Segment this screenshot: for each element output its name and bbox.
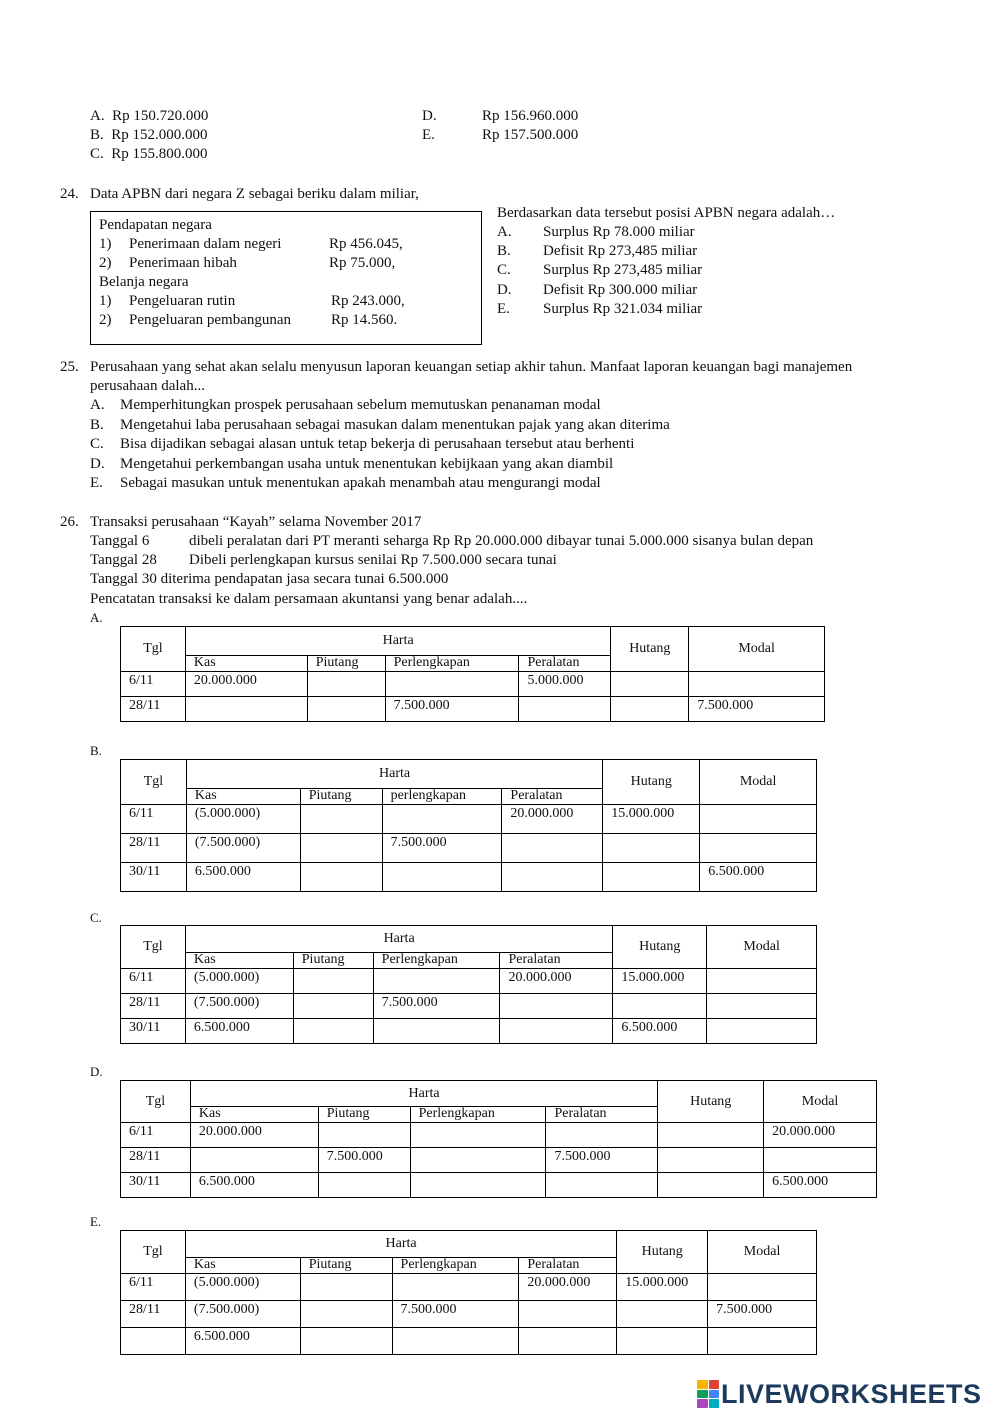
q24-number: 24. <box>60 186 79 202</box>
table-row: 28/11 (7.500.000) 7.500.000 7.500.000 <box>121 1301 817 1328</box>
header-piutang: Piutang <box>318 1107 410 1123</box>
q26-option-a-label[interactable]: A. <box>90 610 103 625</box>
q26-question: Pencatatan transaksi ke dalam persamaan akuntansi yang benar adalah.... <box>90 591 528 607</box>
q24-option-a[interactable]: A. Surplus Rp 78.000 miliar <box>497 224 695 240</box>
logo-tile <box>697 1390 708 1399</box>
header-modal: Modal <box>707 926 817 969</box>
logo-tile <box>709 1380 720 1389</box>
q26-table-c <box>120 925 817 1044</box>
table-row: 6/11 20.000.000 20.000.000 <box>121 1123 877 1148</box>
q25-option-c[interactable]: C. Bisa dijadikan sebagai alasan untuk tetap bekerja di perusahaan tersebut atau berhenti <box>90 436 635 452</box>
q24-question: Berdasarkan data tersebut posisi APBN negara adalah… <box>497 205 836 221</box>
apbn-data-box <box>90 211 482 345</box>
header-tgl: Tgl <box>121 1231 186 1274</box>
header-modal: Modal <box>689 627 825 672</box>
header-tgl: Tgl <box>121 1081 191 1123</box>
header-perlengkapan: Perlengkapan <box>373 953 500 969</box>
logo-tile <box>697 1380 708 1389</box>
q24-option-e[interactable]: E. Surplus Rp 321.034 miliar <box>497 301 703 317</box>
header-modal: Modal <box>764 1081 877 1123</box>
q26-stem: Transaksi perusahaan “Kayah” selama November 2017 <box>90 514 422 530</box>
q25-option-d[interactable]: D. Mengetahui perkembangan usaha untuk menentukan kebijkaan yang akan diambil <box>90 456 614 472</box>
q25-stem-line1: Perusahaan yang sehat akan selalu menyusun laporan keuangan setiap akhir tahun. Manfaat laporan keuangan bagi manajemen <box>90 359 853 375</box>
header-peralatan: Peralatan <box>519 656 611 672</box>
q23-option-e[interactable]: E. Rp 157.500.000 <box>422 127 579 143</box>
liveworksheets-logo-text: LIVEWORKSHEETS <box>721 1378 982 1409</box>
table-row: 28/11 (7.500.000) 7.500.000 <box>121 834 817 863</box>
header-tgl: Tgl <box>121 926 186 969</box>
header-peralatan: Peralatan <box>546 1107 658 1123</box>
header-tgl: Tgl <box>121 760 187 805</box>
header-piutang: Piutang <box>293 953 373 969</box>
q23-option-b[interactable]: B. Rp 152.000.000 <box>90 127 208 143</box>
expense-item-1: 1) Pengeluaran rutin Rp 243.000, <box>99 293 405 309</box>
header-perlengkapan: Perlengkapan <box>410 1107 546 1123</box>
logo-tile <box>697 1399 708 1408</box>
header-kas: Kas <box>185 953 293 969</box>
header-peralatan: Peralatan <box>519 1258 617 1274</box>
header-perlengkapan: Perlengkapan <box>392 1258 519 1274</box>
header-harta: Harta <box>185 926 612 953</box>
header-harta: Harta <box>186 760 602 789</box>
q24-option-b[interactable]: B. Defisit Rp 273,485 miliar <box>497 243 698 259</box>
table-row: 30/11 6.500.000 6.500.000 <box>121 1019 817 1044</box>
table-row: 28/11 7.500.000 7.500.000 <box>121 697 825 722</box>
header-perlengkapan: perlengkapan <box>382 789 502 805</box>
header-harta: Harta <box>185 627 610 656</box>
table-row: 6/11 (5.000.000) 20.000.000 15.000.000 <box>121 969 817 994</box>
table-row: 30/11 6.500.000 6.500.000 <box>121 1173 877 1198</box>
header-kas: Kas <box>185 1258 300 1274</box>
q26-transaction-30: Tanggal 30 diterima pendapatan jasa secara tunai 6.500.000 <box>90 571 449 587</box>
q26-table-d <box>120 1080 877 1198</box>
logo-tile <box>709 1390 720 1399</box>
q25-option-e[interactable]: E. Sebagai masukan untuk menentukan apakah menambah atau mengurangi modal <box>90 475 601 491</box>
q23-option-d[interactable]: D. Rp 156.960.000 <box>422 108 579 124</box>
q25-number: 25. <box>60 359 79 375</box>
q25-stem-line2: perusahaan dalah... <box>90 378 205 394</box>
table-row: 28/11 7.500.000 7.500.000 <box>121 1148 877 1173</box>
table-row: 6.500.000 <box>121 1328 817 1355</box>
header-modal: Modal <box>708 1231 817 1274</box>
q24-option-d[interactable]: D. Defisit Rp 300.000 miliar <box>497 282 698 298</box>
header-hutang: Hutang <box>611 627 689 672</box>
header-kas: Kas <box>185 656 307 672</box>
q25-option-b[interactable]: B. Mengetahui laba perusahaan sebagai masukan dalam menentukan pajak yang akan diterima <box>90 417 670 433</box>
q23-option-a[interactable]: A. Rp 150.720.000 <box>90 108 209 124</box>
q26-option-b-label[interactable]: B. <box>90 743 102 758</box>
header-perlengkapan: Perlengkapan <box>385 656 519 672</box>
income-item-1: 1) Penerimaan dalam negeri Rp 456.045, <box>99 236 403 252</box>
header-piutang: Piutang <box>300 789 382 805</box>
q23-option-c[interactable]: C. Rp 155.800.000 <box>90 146 208 162</box>
logo-tile <box>709 1399 720 1408</box>
income-title: Pendapatan negara <box>99 217 212 233</box>
q26-option-c-label[interactable]: C. <box>90 910 102 925</box>
header-hutang: Hutang <box>603 760 700 805</box>
header-kas: Kas <box>186 789 300 805</box>
table-row: 30/11 6.500.000 6.500.000 <box>121 863 817 892</box>
expense-title: Belanja negara <box>99 274 189 290</box>
expense-item-2: 2) Pengeluaran pembangunan Rp 14.560. <box>99 312 398 328</box>
q26-table-e <box>120 1230 817 1355</box>
header-hutang: Hutang <box>658 1081 764 1123</box>
q26-table-a <box>120 626 825 722</box>
table-row: 6/11 (5.000.000) 20.000.000 15.000.000 <box>121 805 817 834</box>
income-item-2: 2) Penerimaan hibah Rp 75.000, <box>99 255 396 271</box>
q26-option-d-label[interactable]: D. <box>90 1064 103 1079</box>
table-row: 6/11 20.000.000 5.000.000 <box>121 672 825 697</box>
liveworksheets-logo[interactable] <box>697 1377 982 1411</box>
q26-transaction-28: Tanggal 28 Dibeli perlengkapan kursus senilai Rp 7.500.000 secara tunai <box>90 552 557 568</box>
header-harta: Harta <box>190 1081 657 1107</box>
liveworksheets-logo-icon <box>697 1380 719 1408</box>
header-peralatan: Peralatan <box>500 953 613 969</box>
table-row: 6/11 (5.000.000) 20.000.000 15.000.000 <box>121 1274 817 1301</box>
header-piutang: Piutang <box>307 656 385 672</box>
header-kas: Kas <box>190 1107 318 1123</box>
q26-table-b <box>120 759 817 892</box>
q25-option-a[interactable]: A. Memperhitungkan prospek perusahaan sebelum memutuskan penanaman modal <box>90 397 601 413</box>
header-peralatan: Peralatan <box>502 789 603 805</box>
q24-stem: Data APBN dari negara Z sebagai beriku dalam miliar, <box>90 186 419 202</box>
q24-option-c[interactable]: C. Surplus Rp 273,485 miliar <box>497 262 703 278</box>
header-harta: Harta <box>185 1231 616 1258</box>
header-modal: Modal <box>700 760 817 805</box>
header-hutang: Hutang <box>613 926 707 969</box>
q26-transaction-6: Tanggal 6 dibeli peralatan dari PT meranti seharga Rp Rp 20.000.000 dibayar tunai 5.000.000 sisanya bulan depan <box>90 533 814 549</box>
header-tgl: Tgl <box>121 627 186 672</box>
table-row: 28/11 (7.500.000) 7.500.000 <box>121 994 817 1019</box>
q26-option-e-label[interactable]: E. <box>90 1214 102 1229</box>
header-piutang: Piutang <box>300 1258 392 1274</box>
q26-number: 26. <box>60 514 79 530</box>
header-hutang: Hutang <box>617 1231 708 1274</box>
